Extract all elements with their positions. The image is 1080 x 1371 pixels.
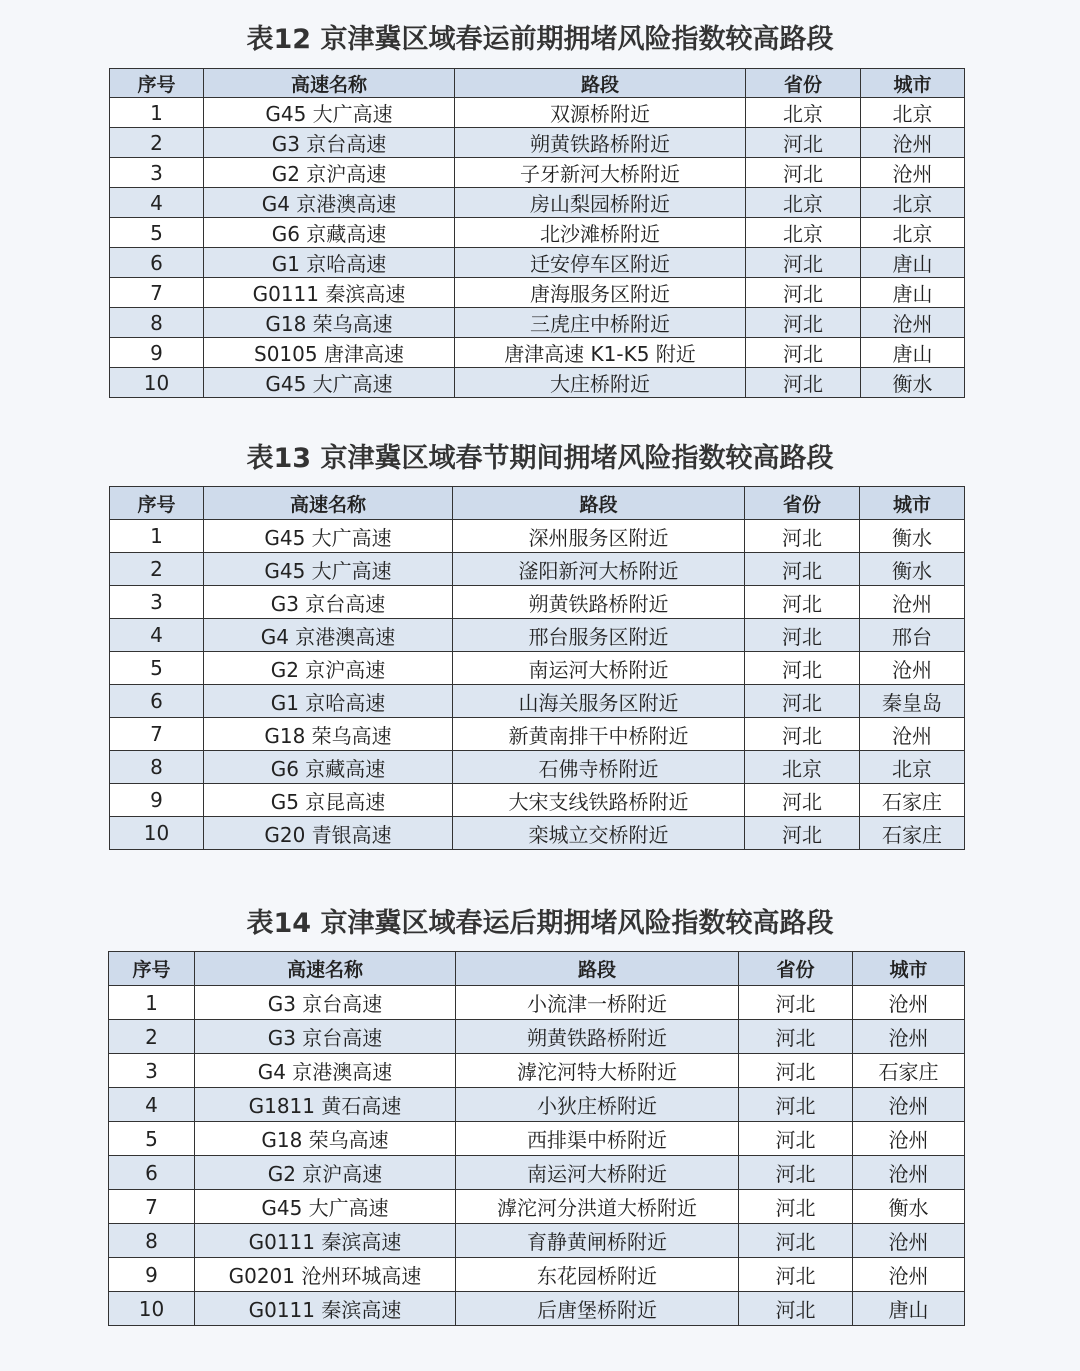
cell-city: 沧州	[853, 1224, 965, 1258]
table-row	[110, 520, 965, 553]
cell-city: 衡水	[861, 368, 965, 398]
cell-highway: G0111 秦滨高速	[195, 1224, 456, 1258]
cell-section: 西排渠中桥附近	[456, 1122, 739, 1156]
cell-index: 6	[110, 248, 204, 278]
cell-province: 河北	[745, 520, 860, 553]
cell-section: 小狄庄桥附近	[456, 1088, 739, 1122]
cell-section: 唐津高速 K1-K5 附近	[455, 338, 746, 368]
cell-section: 房山梨园桥附近	[455, 188, 746, 218]
cell-province: 河北	[745, 553, 860, 586]
cell-province: 北京	[746, 188, 861, 218]
cell-province: 河北	[745, 817, 860, 850]
cell-city: 沧州	[861, 128, 965, 158]
cell-province: 河北	[746, 368, 861, 398]
cell-highway: G45 大广高速	[204, 553, 453, 586]
cell-province: 河北	[746, 308, 861, 338]
cell-highway: G1811 黄石高速	[195, 1088, 456, 1122]
table-12	[109, 68, 965, 398]
cell-index: 3	[110, 158, 204, 188]
column-header-section: 路段	[455, 69, 746, 98]
cell-city: 唐山	[861, 248, 965, 278]
cell-section: 迁安停车区附近	[455, 248, 746, 278]
cell-section: 子牙新河大桥附近	[455, 158, 746, 188]
table-14-title: 表14 京津冀区域春运后期拥堵风险指数较高路段	[246, 908, 834, 939]
table-row	[109, 1292, 965, 1326]
column-header-highway: 高速名称	[204, 487, 453, 520]
cell-section: 三虎庄中桥附近	[455, 308, 746, 338]
cell-highway: G4 京港澳高速	[204, 619, 453, 652]
table-row	[109, 1122, 965, 1156]
cell-province: 河北	[746, 158, 861, 188]
cell-section: 朔黄铁路桥附近	[455, 128, 746, 158]
cell-province: 河北	[739, 1258, 853, 1292]
cell-highway: G18 荣乌高速	[204, 308, 455, 338]
table-row	[110, 158, 965, 188]
cell-section: 东花园桥附近	[456, 1258, 739, 1292]
table-row	[110, 652, 965, 685]
table-row	[110, 308, 965, 338]
cell-city: 沧州	[860, 652, 965, 685]
cell-province: 北京	[746, 218, 861, 248]
cell-province: 河北	[746, 248, 861, 278]
table-row	[110, 553, 965, 586]
cell-index: 3	[110, 586, 204, 619]
table-row	[109, 1156, 965, 1190]
cell-index: 9	[110, 784, 204, 817]
cell-highway: G5 京昆高速	[204, 784, 453, 817]
cell-city: 沧州	[860, 586, 965, 619]
column-header-index: 序号	[110, 487, 204, 520]
cell-section: 滏阳新河大桥附近	[453, 553, 745, 586]
cell-city: 沧州	[853, 1156, 965, 1190]
table-14	[108, 951, 965, 1326]
table-row	[109, 1190, 965, 1224]
cell-province: 河北	[739, 1122, 853, 1156]
cell-highway: G18 荣乌高速	[204, 718, 453, 751]
cell-highway: G18 荣乌高速	[195, 1122, 456, 1156]
cell-highway: S0105 唐津高速	[204, 338, 455, 368]
cell-index: 5	[110, 652, 204, 685]
column-header-city: 城市	[860, 487, 965, 520]
cell-section: 深州服务区附近	[453, 520, 745, 553]
table-row	[109, 986, 965, 1020]
cell-section: 小流津一桥附近	[456, 986, 739, 1020]
cell-section: 南运河大桥附近	[453, 652, 745, 685]
table-row	[110, 368, 965, 398]
table-header-row	[110, 69, 965, 98]
cell-index: 1	[110, 98, 204, 128]
cell-section: 大庄桥附近	[455, 368, 746, 398]
table-row	[110, 751, 965, 784]
cell-highway: G2 京沪高速	[204, 652, 453, 685]
cell-index: 2	[110, 128, 204, 158]
cell-index: 5	[110, 218, 204, 248]
column-header-highway: 高速名称	[204, 69, 455, 98]
cell-index: 8	[110, 751, 204, 784]
cell-index: 10	[110, 368, 204, 398]
table-13	[109, 486, 965, 850]
table-row	[110, 338, 965, 368]
table-row	[110, 278, 965, 308]
table-row	[110, 784, 965, 817]
cell-index: 4	[109, 1088, 195, 1122]
cell-province: 河北	[746, 278, 861, 308]
cell-province: 河北	[745, 784, 860, 817]
cell-index: 8	[109, 1224, 195, 1258]
table-row	[110, 128, 965, 158]
cell-section: 北沙滩桥附近	[455, 218, 746, 248]
cell-city: 沧州	[853, 1258, 965, 1292]
cell-province: 河北	[739, 1054, 853, 1088]
cell-index: 1	[110, 520, 204, 553]
table-row	[110, 685, 965, 718]
cell-section: 栾城立交桥附近	[453, 817, 745, 850]
cell-index: 1	[109, 986, 195, 1020]
cell-highway: G0201 沧州环城高速	[195, 1258, 456, 1292]
cell-city: 唐山	[861, 338, 965, 368]
cell-section: 育静黄闸桥附近	[456, 1224, 739, 1258]
cell-province: 河北	[739, 1020, 853, 1054]
cell-city: 沧州	[853, 1088, 965, 1122]
table-row	[110, 248, 965, 278]
table-header-row	[109, 952, 965, 986]
cell-index: 7	[110, 718, 204, 751]
cell-city: 衡水	[860, 553, 965, 586]
cell-highway: G6 京藏高速	[204, 751, 453, 784]
cell-city: 衡水	[853, 1190, 965, 1224]
table-row	[110, 218, 965, 248]
cell-province: 河北	[745, 718, 860, 751]
cell-city: 沧州	[853, 1020, 965, 1054]
cell-highway: G1 京哈高速	[204, 685, 453, 718]
cell-section: 新黄南排干中桥附近	[453, 718, 745, 751]
table-row	[110, 718, 965, 751]
cell-province: 河北	[739, 1156, 853, 1190]
column-header-index: 序号	[110, 69, 204, 98]
cell-highway: G2 京沪高速	[195, 1156, 456, 1190]
cell-index: 8	[110, 308, 204, 338]
column-header-province: 省份	[739, 952, 853, 986]
cell-section: 唐海服务区附近	[455, 278, 746, 308]
column-header-index: 序号	[109, 952, 195, 986]
cell-index: 10	[109, 1292, 195, 1326]
cell-city: 沧州	[860, 718, 965, 751]
cell-index: 9	[110, 338, 204, 368]
cell-section: 邢台服务区附近	[453, 619, 745, 652]
cell-city: 沧州	[853, 986, 965, 1020]
table-13-title: 表13 京津冀区域春节期间拥堵风险指数较高路段	[246, 443, 834, 474]
cell-city: 沧州	[861, 158, 965, 188]
table-row	[109, 1258, 965, 1292]
column-header-city: 城市	[853, 952, 965, 986]
cell-index: 10	[110, 817, 204, 850]
cell-index: 4	[110, 188, 204, 218]
column-header-province: 省份	[746, 69, 861, 98]
cell-city: 北京	[861, 98, 965, 128]
cell-city: 沧州	[861, 308, 965, 338]
cell-highway: G45 大广高速	[195, 1190, 456, 1224]
table-row	[110, 188, 965, 218]
cell-province: 河北	[745, 652, 860, 685]
table-12-title: 表12 京津冀区域春运前期拥堵风险指数较高路段	[246, 24, 834, 55]
cell-index: 3	[109, 1054, 195, 1088]
column-header-highway: 高速名称	[195, 952, 456, 986]
cell-province: 河北	[739, 986, 853, 1020]
cell-index: 9	[109, 1258, 195, 1292]
cell-province: 北京	[746, 98, 861, 128]
cell-province: 河北	[745, 685, 860, 718]
cell-city: 唐山	[861, 278, 965, 308]
table-header-row	[110, 487, 965, 520]
cell-city: 沧州	[853, 1122, 965, 1156]
cell-province: 河北	[745, 586, 860, 619]
cell-index: 7	[109, 1190, 195, 1224]
cell-province: 河北	[745, 619, 860, 652]
cell-province: 河北	[739, 1292, 853, 1326]
cell-section: 滹沱河分洪道大桥附近	[456, 1190, 739, 1224]
column-header-section: 路段	[456, 952, 739, 986]
cell-city: 秦皇岛	[860, 685, 965, 718]
cell-province: 河北	[739, 1190, 853, 1224]
cell-highway: G4 京港澳高速	[195, 1054, 456, 1088]
cell-index: 4	[110, 619, 204, 652]
cell-section: 后唐堡桥附近	[456, 1292, 739, 1326]
cell-city: 衡水	[860, 520, 965, 553]
cell-province: 河北	[739, 1088, 853, 1122]
cell-highway: G4 京港澳高速	[204, 188, 455, 218]
column-header-section: 路段	[453, 487, 745, 520]
cell-city: 邢台	[860, 619, 965, 652]
cell-highway: G0111 秦滨高速	[195, 1292, 456, 1326]
cell-section: 滹沱河特大桥附近	[456, 1054, 739, 1088]
cell-index: 5	[109, 1122, 195, 1156]
cell-city: 北京	[861, 188, 965, 218]
cell-index: 7	[110, 278, 204, 308]
cell-city: 北京	[860, 751, 965, 784]
cell-highway: G3 京台高速	[195, 1020, 456, 1054]
cell-highway: G3 京台高速	[204, 586, 453, 619]
table-row	[109, 1088, 965, 1122]
cell-province: 河北	[746, 128, 861, 158]
cell-highway: G45 大广高速	[204, 98, 455, 128]
table-row	[109, 1054, 965, 1088]
cell-province: 北京	[745, 751, 860, 784]
cell-city: 北京	[861, 218, 965, 248]
table-row	[110, 619, 965, 652]
cell-highway: G1 京哈高速	[204, 248, 455, 278]
cell-highway: G45 大广高速	[204, 368, 455, 398]
cell-city: 唐山	[853, 1292, 965, 1326]
cell-section: 双源桥附近	[455, 98, 746, 128]
column-header-city: 城市	[861, 69, 965, 98]
cell-section: 朔黄铁路桥附近	[456, 1020, 739, 1054]
cell-index: 2	[109, 1020, 195, 1054]
cell-highway: G45 大广高速	[204, 520, 453, 553]
cell-index: 6	[109, 1156, 195, 1190]
cell-section: 朔黄铁路桥附近	[453, 586, 745, 619]
cell-province: 河北	[746, 338, 861, 368]
cell-city: 石家庄	[853, 1054, 965, 1088]
cell-highway: G6 京藏高速	[204, 218, 455, 248]
cell-highway: G0111 秦滨高速	[204, 278, 455, 308]
table-row	[110, 586, 965, 619]
table-row	[109, 1224, 965, 1258]
column-header-province: 省份	[745, 487, 860, 520]
cell-highway: G3 京台高速	[195, 986, 456, 1020]
cell-section: 山海关服务区附近	[453, 685, 745, 718]
table-row	[110, 98, 965, 128]
cell-section: 大宋支线铁路桥附近	[453, 784, 745, 817]
cell-index: 2	[110, 553, 204, 586]
cell-section: 石佛寺桥附近	[453, 751, 745, 784]
cell-section: 南运河大桥附近	[456, 1156, 739, 1190]
cell-index: 6	[110, 685, 204, 718]
cell-highway: G2 京沪高速	[204, 158, 455, 188]
table-row	[110, 817, 965, 850]
cell-city: 石家庄	[860, 817, 965, 850]
cell-highway: G3 京台高速	[204, 128, 455, 158]
cell-city: 石家庄	[860, 784, 965, 817]
cell-province: 河北	[739, 1224, 853, 1258]
table-row	[109, 1020, 965, 1054]
cell-highway: G20 青银高速	[204, 817, 453, 850]
